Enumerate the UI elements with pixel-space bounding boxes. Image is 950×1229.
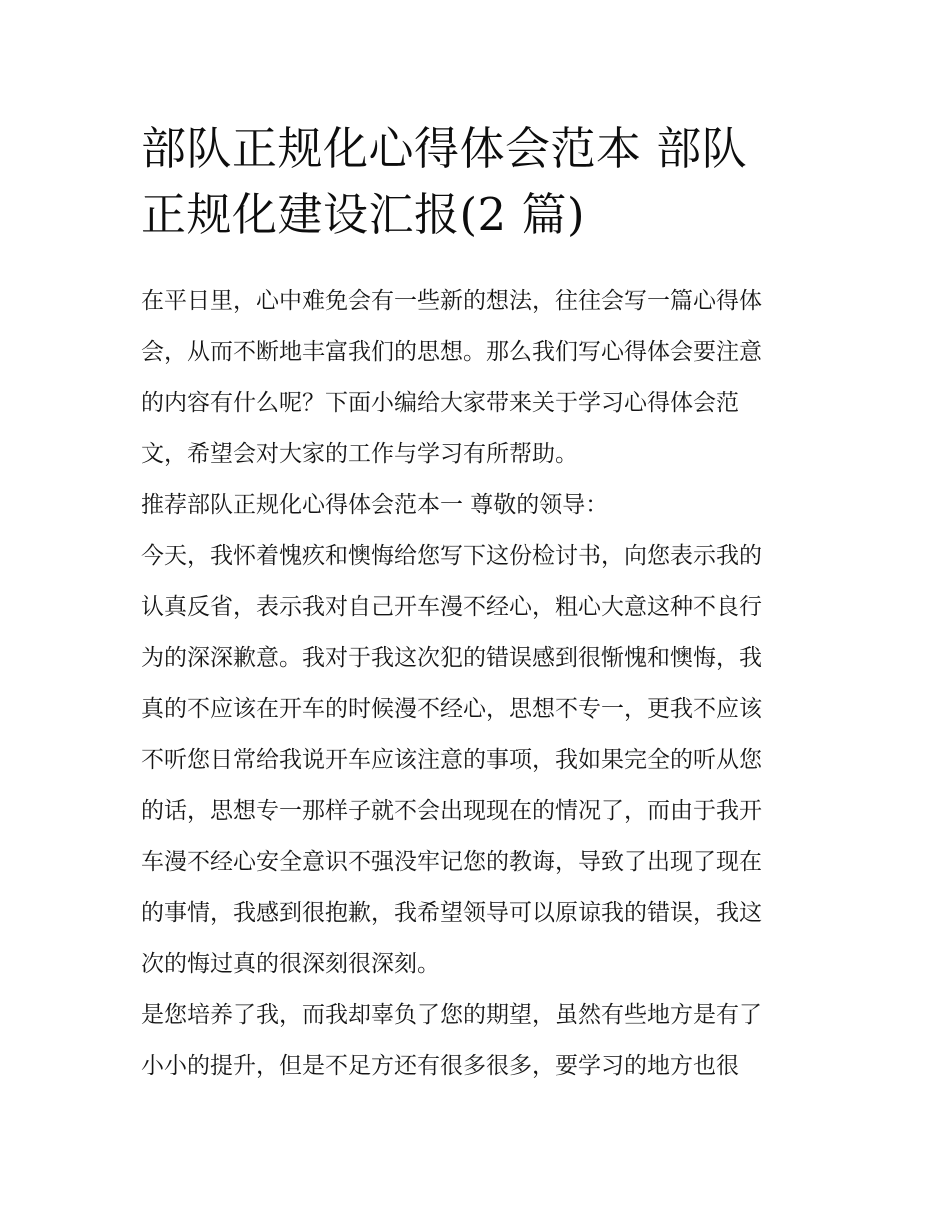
intro-paragraph xyxy=(141,276,813,480)
text-line: 小小的提升，但是不足方还有很多很多，要学习的地方也很 xyxy=(141,1053,739,1079)
text-line: 次的悔过真的很深刻很深刻。 xyxy=(141,951,440,977)
text-line: 车漫不经心安全意识不强没牢记您的教诲，导致了出现了现在 xyxy=(141,849,762,875)
document-title xyxy=(141,116,813,248)
text-line: 的事情，我感到很抱歉，我希望领导可以原谅我的错误，我这 xyxy=(141,900,762,926)
text-line: 为的深深歉意。我对于我这次犯的错误感到很惭愧和懊悔，我 xyxy=(141,645,762,671)
text-line: 不听您日常给我说开车应该注意的事项，我如果完全的听从您 xyxy=(141,747,762,773)
title-line: 部队正规化心得体会范本 部队 xyxy=(141,122,748,175)
text-line: 推荐部队正规化心得体会范本一 尊敬的领导： xyxy=(141,492,609,518)
title-line: 正规化建设汇报(2 篇) xyxy=(141,188,586,241)
text-line: 的话，思想专一那样子就不会出现现在的情况了，而由于我开 xyxy=(141,798,762,824)
text-line: 会，从而不断地丰富我们的思想。那么我们写心得体会要注意 xyxy=(141,339,762,365)
body-paragraph xyxy=(141,990,813,1092)
text-line: 的内容有什么呢？下面小编给大家带来关于学习心得体会范 xyxy=(141,390,739,416)
body-paragraph xyxy=(141,531,813,990)
document-body xyxy=(141,276,813,1092)
text-line: 是您培养了我，而我却辜负了您的期望，虽然有些地方是有了 xyxy=(141,1002,762,1028)
text-line: 真的不应该在开车的时候漫不经心，思想不专一，更我不应该 xyxy=(141,696,762,722)
text-line: 认真反省，表示我对自己开车漫不经心，粗心大意这种不良行 xyxy=(141,594,762,620)
text-line: 今天，我怀着愧疚和懊悔给您写下这份检讨书，向您表示我的 xyxy=(141,543,762,569)
text-line: 文，希望会对大家的工作与学习有所帮助。 xyxy=(141,441,578,467)
text-line: 在平日里，心中难免会有一些新的想法，往往会写一篇心得体 xyxy=(141,288,762,314)
section-heading-paragraph xyxy=(141,480,813,531)
